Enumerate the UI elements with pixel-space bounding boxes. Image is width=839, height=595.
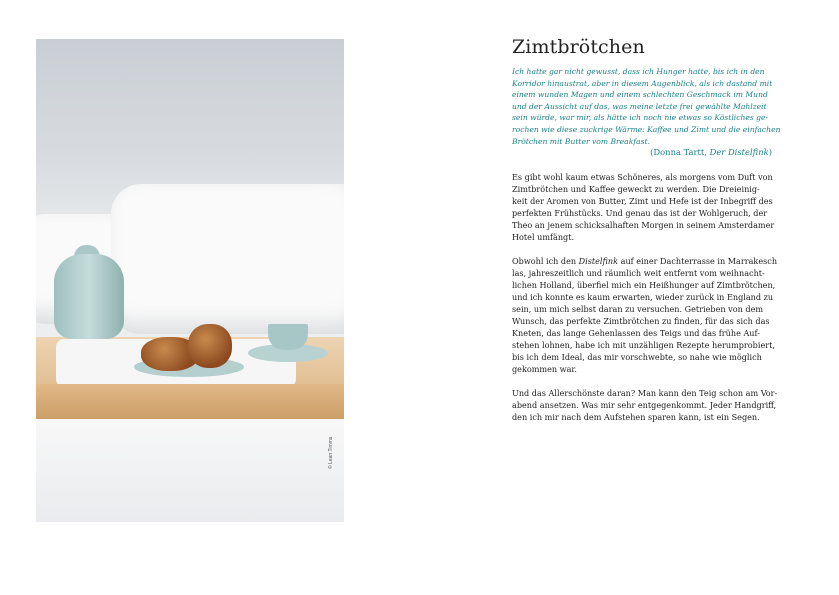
text-line: las, jahreszeitlich und räumlich weit entfernt vom weihnacht- bbox=[512, 267, 765, 278]
text-line: Theo an jenem schicksalhaften Morgen in seinem Amsterdamer bbox=[512, 219, 775, 230]
paragraph-1 bbox=[512, 171, 775, 243]
quote-line: einem wunden Magen und einem schlechten Geschmack im Mund bbox=[512, 90, 768, 100]
quote-attribution bbox=[512, 147, 772, 159]
text-line: Hotel umfängt. bbox=[512, 231, 575, 242]
paragraph-2 bbox=[512, 255, 778, 375]
attribution-close: ) bbox=[768, 147, 772, 158]
cinnamon-bun bbox=[188, 324, 232, 368]
recipe-title: Zimtbrötchen bbox=[512, 36, 645, 58]
quote-line: Korridor hinaustrat, aber in diesem Augenblick, als ich dastand mit bbox=[512, 78, 773, 88]
text-line: Und das Allerschönste daran? Man kann den Teig schon am Vor- bbox=[512, 387, 778, 398]
text-line: keit der Aromen von Butter, Zimt und Hefe ist der Inbegriff des bbox=[512, 195, 773, 206]
text-line: Es gibt wohl kaum etwas Schöneres, als morgens vom Duft von bbox=[512, 171, 773, 182]
text-line: stehen lohnen, habe ich mit unzähligen Rezepte herumprobiert, bbox=[512, 339, 775, 350]
photo-credit: © Lean Timms bbox=[328, 436, 334, 469]
text-fragment: Obwohl ich den bbox=[512, 255, 579, 266]
text-line: abend ansetzen. Was mir sehr entgegenkommt. Jeder Handgriff, bbox=[512, 399, 777, 410]
coffee-pot bbox=[54, 254, 124, 339]
quote-line: und der Aussicht auf das, was meine letzte frei gewählte Mahlzeit bbox=[512, 101, 767, 111]
text-line: und ich konnte es kaum erwarten, wieder zurück in England zu bbox=[512, 291, 774, 302]
text-line: Kneten, das lange Gehenlassen des Teigs und das frühe Auf- bbox=[512, 327, 760, 338]
quote-line: Brötchen mit Butter vom Breakfast. bbox=[512, 136, 650, 146]
epigraph-quote bbox=[512, 66, 781, 159]
attribution-author: (Donna Tartt, bbox=[650, 147, 710, 158]
text-line: Zimtbrötchen und Kaffee geweckt zu werden. Die Dreieinig- bbox=[512, 183, 760, 194]
quote-line: sein würde, war mir, als hätte ich noch nie etwas so Köstliches ge- bbox=[512, 113, 769, 123]
quote-line: Ich hatte gar nicht gewusst, dass ich Hunger hatte, bis ich in den bbox=[512, 67, 765, 76]
book-title: Distelfink bbox=[578, 255, 619, 266]
text-line: sein, um mich selbst daran zu versuchen. Getrieben von dem bbox=[512, 303, 764, 314]
text-line: gekommen war. bbox=[512, 363, 577, 374]
pillow bbox=[111, 184, 344, 334]
text-line: lichen Holland, überfiel mich ein Heißhunger auf Zimtbrötchen, bbox=[512, 279, 776, 290]
text-column bbox=[512, 36, 781, 423]
text-line: Wunsch, das perfekte Zimtbrötchen zu finden, für das sich das bbox=[512, 315, 770, 326]
text-line bbox=[512, 255, 778, 267]
attribution-work: Der Distelfink bbox=[709, 147, 769, 158]
quote-line: rochen wie diese zuckrige Wärme: Kaffee und Zimt und die einfachen bbox=[512, 124, 781, 134]
text-line: den ich mir nach dem Aufstehen sparen kann, ist ein Segen. bbox=[512, 411, 760, 422]
tray-edge bbox=[36, 384, 344, 424]
duvet bbox=[36, 419, 344, 522]
coffee-cup bbox=[268, 324, 308, 350]
text-line: bis ich dem Ideal, das mir vorschwebte, so nahe wie möglich bbox=[512, 351, 762, 362]
text-line: perfekten Frühstücks. Und genau das ist der Wohlgeruch, der bbox=[512, 207, 768, 218]
breakfast-photo bbox=[36, 39, 344, 522]
text-fragment: auf einer Dachterrasse in Marrakesch bbox=[618, 255, 778, 266]
paragraph-3 bbox=[512, 387, 778, 423]
